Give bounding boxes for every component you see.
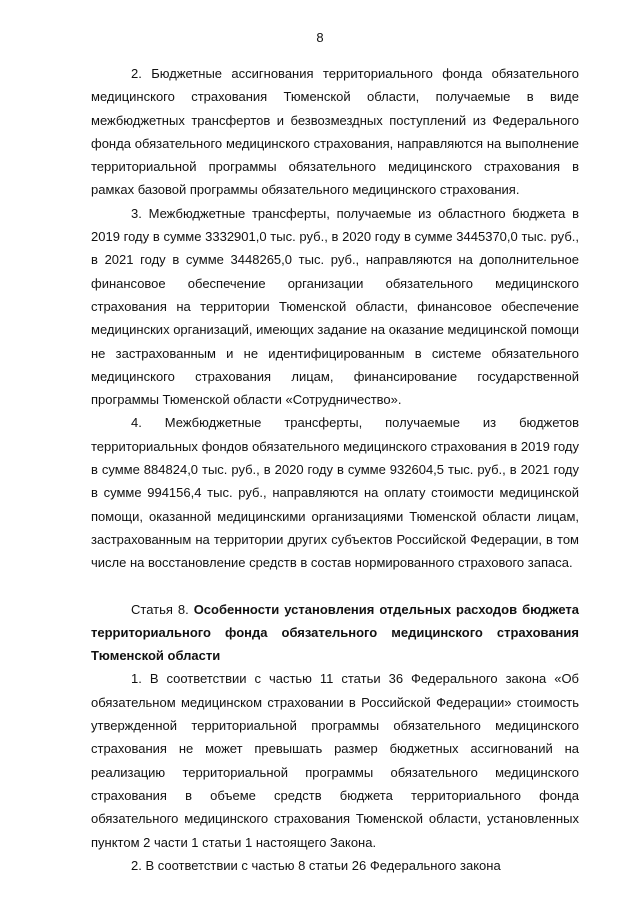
page-number: 8 xyxy=(316,30,324,45)
article-heading xyxy=(91,598,579,668)
document-body xyxy=(91,62,579,877)
article-title: Особенности установления отдельных расходов бюджета территориального фонда обязательного медицинского страхования Тюменской области xyxy=(91,601,579,664)
paragraph-regional-transfers: 3. Межбюджетные трансферты, получаемые из областного бюджета в 2019 году в сумме 3332901,0 тыс. руб., в 2020 году в сумме 3445370,0 тыс. руб., в 2021 году в сумме 3448265,0 тыс. руб., направляются на дополнительное финансовое обеспечение организации обязательного медицинского страхования на территории Тюменской области, финансовое обеспечение медицинских организаций, имеющих задание на оказание медицинской помощи не застрахованным и не идентифицированным в системе обязательного медицинского страхования лицам, финансирование государственной программы Тюменской области «Сотрудничество». xyxy=(91,205,579,408)
section-gap xyxy=(91,575,579,598)
paragraph-budget-allocations: 2. Бюджетные ассигнования территориального фонда обязательного медицинского страхования Тюменской области, получаемые в виде межбюджетных трансфертов и безвозмездных поступлений из Федерального фонда обязательного медицинского страхования, направляются на выполнение территориальной программы обязательного медицинского страхования в рамках базовой программы обязательного медицинского страхования. xyxy=(91,66,579,198)
paragraph-territorial-fund-transfers: 4. Межбюджетные трансферты, получаемые из бюджетов территориальных фондов обязательного медицинского страхования в 2019 году в сумме 884824,0 тыс. руб., в 2020 году в сумме 932604,5 тыс. руб., в 2021 году в сумме 994156,4 тыс. руб., направляются на оплату стоимости медицинской помощи, оказанной медицинскими организациями Тюменской области лицам, застрахованным на территории других субъектов Российской Федерации, в том числе на восстановление средств в состав нормированного страхового запаса. xyxy=(91,415,579,571)
paragraph-program-cost-limit: 1. В соответствии с частью 11 статьи 36 Федерального закона «Об обязательном медицинском страховании в Российской Федерации» стоимость утвержденной территориальной программы обязательного медицинского страхования не может превышать размер бюджетных ассигнований на реализацию территориальной программы обязательного медицинского страхования в объеме средств бюджета территориального фонда обязательного медицинского страхования Тюменской области, установленных пунктом 2 части 1 статьи 1 настоящего Закона. xyxy=(91,671,579,850)
paragraph-federal-law-reference: 2. В соответствии с частью 8 статьи 26 Федерального закона xyxy=(131,857,501,873)
article-label: Статья 8. xyxy=(131,601,194,617)
